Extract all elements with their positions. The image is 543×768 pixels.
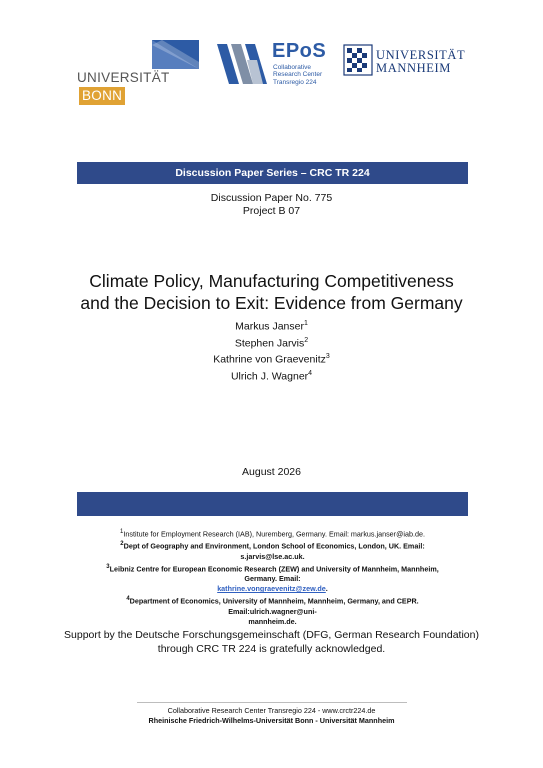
paper-number: Discussion Paper No. 775 xyxy=(210,192,333,204)
series-banner xyxy=(77,162,468,184)
bonn-word-universitaet: UNIVERSITÄT xyxy=(77,70,170,85)
affiliation-4: $^4$Department of Economics, University of Mannheim, Mannheim, Germany, and CEPR. Email:ulrich.wagner@uni- mannheim.de. xyxy=(126,596,419,626)
university-bonn-logo xyxy=(77,40,199,103)
bonn-logo-text xyxy=(77,69,199,103)
affiliations xyxy=(90,527,455,627)
epos-logo-subtitle: Collaborative Research Center Transregio 224 xyxy=(273,64,323,86)
author-2: Stephen Jarvis$^2$ xyxy=(234,336,309,349)
footer-divider xyxy=(137,702,407,703)
epos-logo xyxy=(217,42,327,88)
mannheim-crest-icon xyxy=(343,44,373,76)
divider-banner xyxy=(77,492,468,516)
affiliation-3-email-link[interactable]: kathrine.vongraevenitz@zew.de xyxy=(217,584,326,594)
affiliation-1: $^1$Institute for Employment Research (IAB), Nuremberg, Germany. Email: markus.janser@iab.de. xyxy=(120,529,425,539)
author-1: Markus Janser$^1$ xyxy=(235,320,308,333)
title-line-1: Climate Policy, Manufacturing Competitiveness xyxy=(89,271,454,291)
university-mannheim-logo xyxy=(343,44,465,78)
footer-line-1: Collaborative Research Center Transregio 224 - www.crctr224.de xyxy=(167,706,376,715)
epos-logo-title: EPoS xyxy=(272,40,327,62)
mannheim-logo-text: UNIVERSITÄT MANNHEIM xyxy=(376,48,466,75)
footer-line-2: Rheinische Friedrich-Wilhelms-Universität Bonn - Universität Mannheim xyxy=(148,716,395,725)
affiliation-3: $^3$Leibniz Centre for European Economic Research (ZEW) and University of Mannheim, Mannheim, Germany. Email: kathrine.vongraevenitz@zew.de. xyxy=(106,563,439,594)
footer xyxy=(0,706,543,726)
funding-acknowledgement: Support by the Deutsche Forschungsgemeinschaft (DFG, German Research Foundation) through CRC TR 224 is gratefully acknowledged. xyxy=(64,629,479,655)
affiliation-2: $^2$Dept of Geography and Environment, London School of Economics, London, UK. Email: s.jarvis@lse.ac.uk. xyxy=(120,541,425,561)
author-3: Kathrine von Graevenitz$^3$ xyxy=(213,353,330,366)
bonn-word-bonn: BONN xyxy=(79,87,125,105)
epos-logo-mark xyxy=(217,42,269,86)
bonn-logo-mark xyxy=(152,40,199,69)
project-code: Project B 07 xyxy=(242,205,301,217)
series-label: Discussion Paper Series – CRC TR 224 xyxy=(175,167,370,179)
publication-date: August 2026 xyxy=(242,466,301,478)
author-4: Ulrich J. Wagner$^4$ xyxy=(230,369,313,382)
title-line-2: and the Decision to Exit: Evidence from Germany xyxy=(80,293,463,313)
author-list xyxy=(0,317,543,383)
paper-title xyxy=(0,270,543,314)
